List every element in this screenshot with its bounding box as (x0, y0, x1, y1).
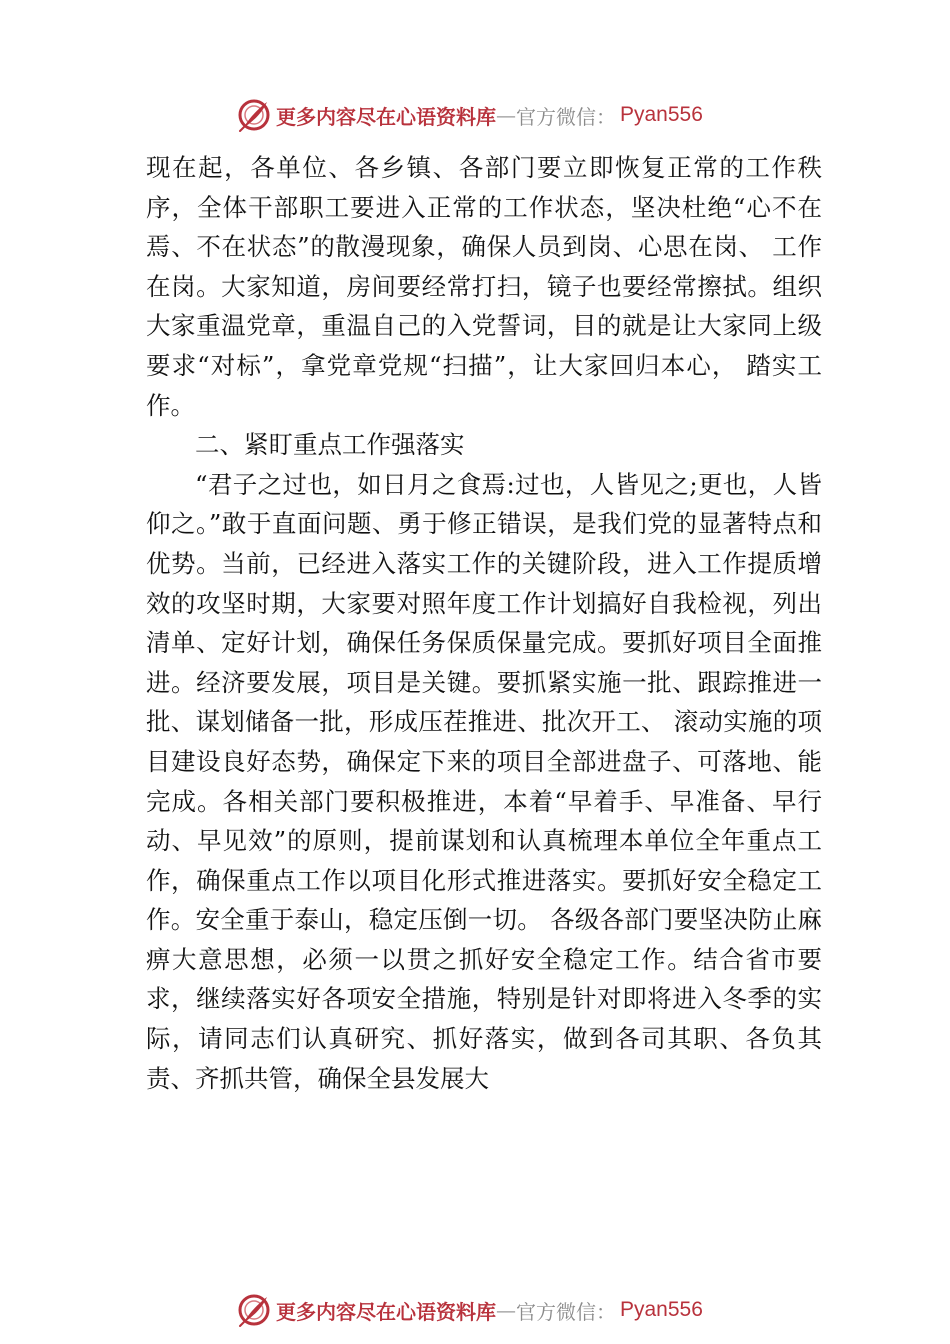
banner-separator: — (496, 103, 516, 127)
banner-main-text: 更多内容尽在心语资料库 (276, 104, 496, 129)
quill-pen-logo-icon (236, 97, 272, 133)
paragraph-continuation: 现在起，各单位、各乡镇、各部门要立即恢复正常的工作秩序，全体干部职工要进入正常的工作状态，坚决杜绝“心不在焉、不在状态”的散漫现象，确保人员到岗、心思在岗、 工作在岗。大家知道，房间要经常打扫，镜子也要经常擦拭。组织大家重温党章，重温自己的入党誓词，目的就是让大家同上级要求“对标”，拿党章党规“扫描”，让大家回归本心， 踏实工作。 (146, 153, 822, 420)
section-heading: 二、紧盯重点工作强落实 (195, 430, 465, 460)
footer-banner (236, 1290, 703, 1330)
header-banner (236, 95, 703, 135)
quill-pen-logo-icon (236, 1292, 272, 1328)
banner-wechat-id: Pyan556 (620, 1298, 703, 1321)
banner-wechat-id: Pyan556 (620, 103, 703, 126)
banner-main-text: 更多内容尽在心语资料库 (276, 1299, 496, 1324)
paragraph: “君子之过也，如日月之食焉:过也，人皆见之;更也，人皆仰之。”敢于直面问题、勇于修正错误，是我们党的显著特点和优势。当前，已经进入落实工作的关键阶段，进入工作提质增效的攻坚时期，大家要对照年度工作计划搞好自我检视，列出清单、定好计划，确保任务保质保量完成。要抓好项目全面推进。经济要发展，项目是关键。要抓紧实施一批、跟踪推进一批、谋划储备一批，形成压茬推进、批次开工、 滚动实施的项目建设良好态势，确保定下来的项目全部进盘子、可落地、能完成。各相关部门要积极推进，本着“早着手、早准备、早行动、早见效”的原则，提前谋划和认真梳理本单位全年重点工作，确保重点工作以项目化形式推进落实。要抓好安全稳定工作。安全重于泰山，稳定压倒一切。 各级各部门要坚决防止麻痹大意思想，必须一以贯之抓好安全稳定工作。结合省市要求，继续落实好各项安全措施，特别是针对即将进入冬季的实际，请同志们认真研究、抓好落实，做到各司其职、各负其责、齐抓共管，确保全县发展大 (146, 469, 822, 1093)
banner-wechat-label: 官方微信： (516, 1299, 616, 1324)
banner-separator: — (496, 1298, 516, 1322)
banner-wechat-label: 官方微信： (516, 104, 616, 129)
document-body (146, 148, 822, 1098)
